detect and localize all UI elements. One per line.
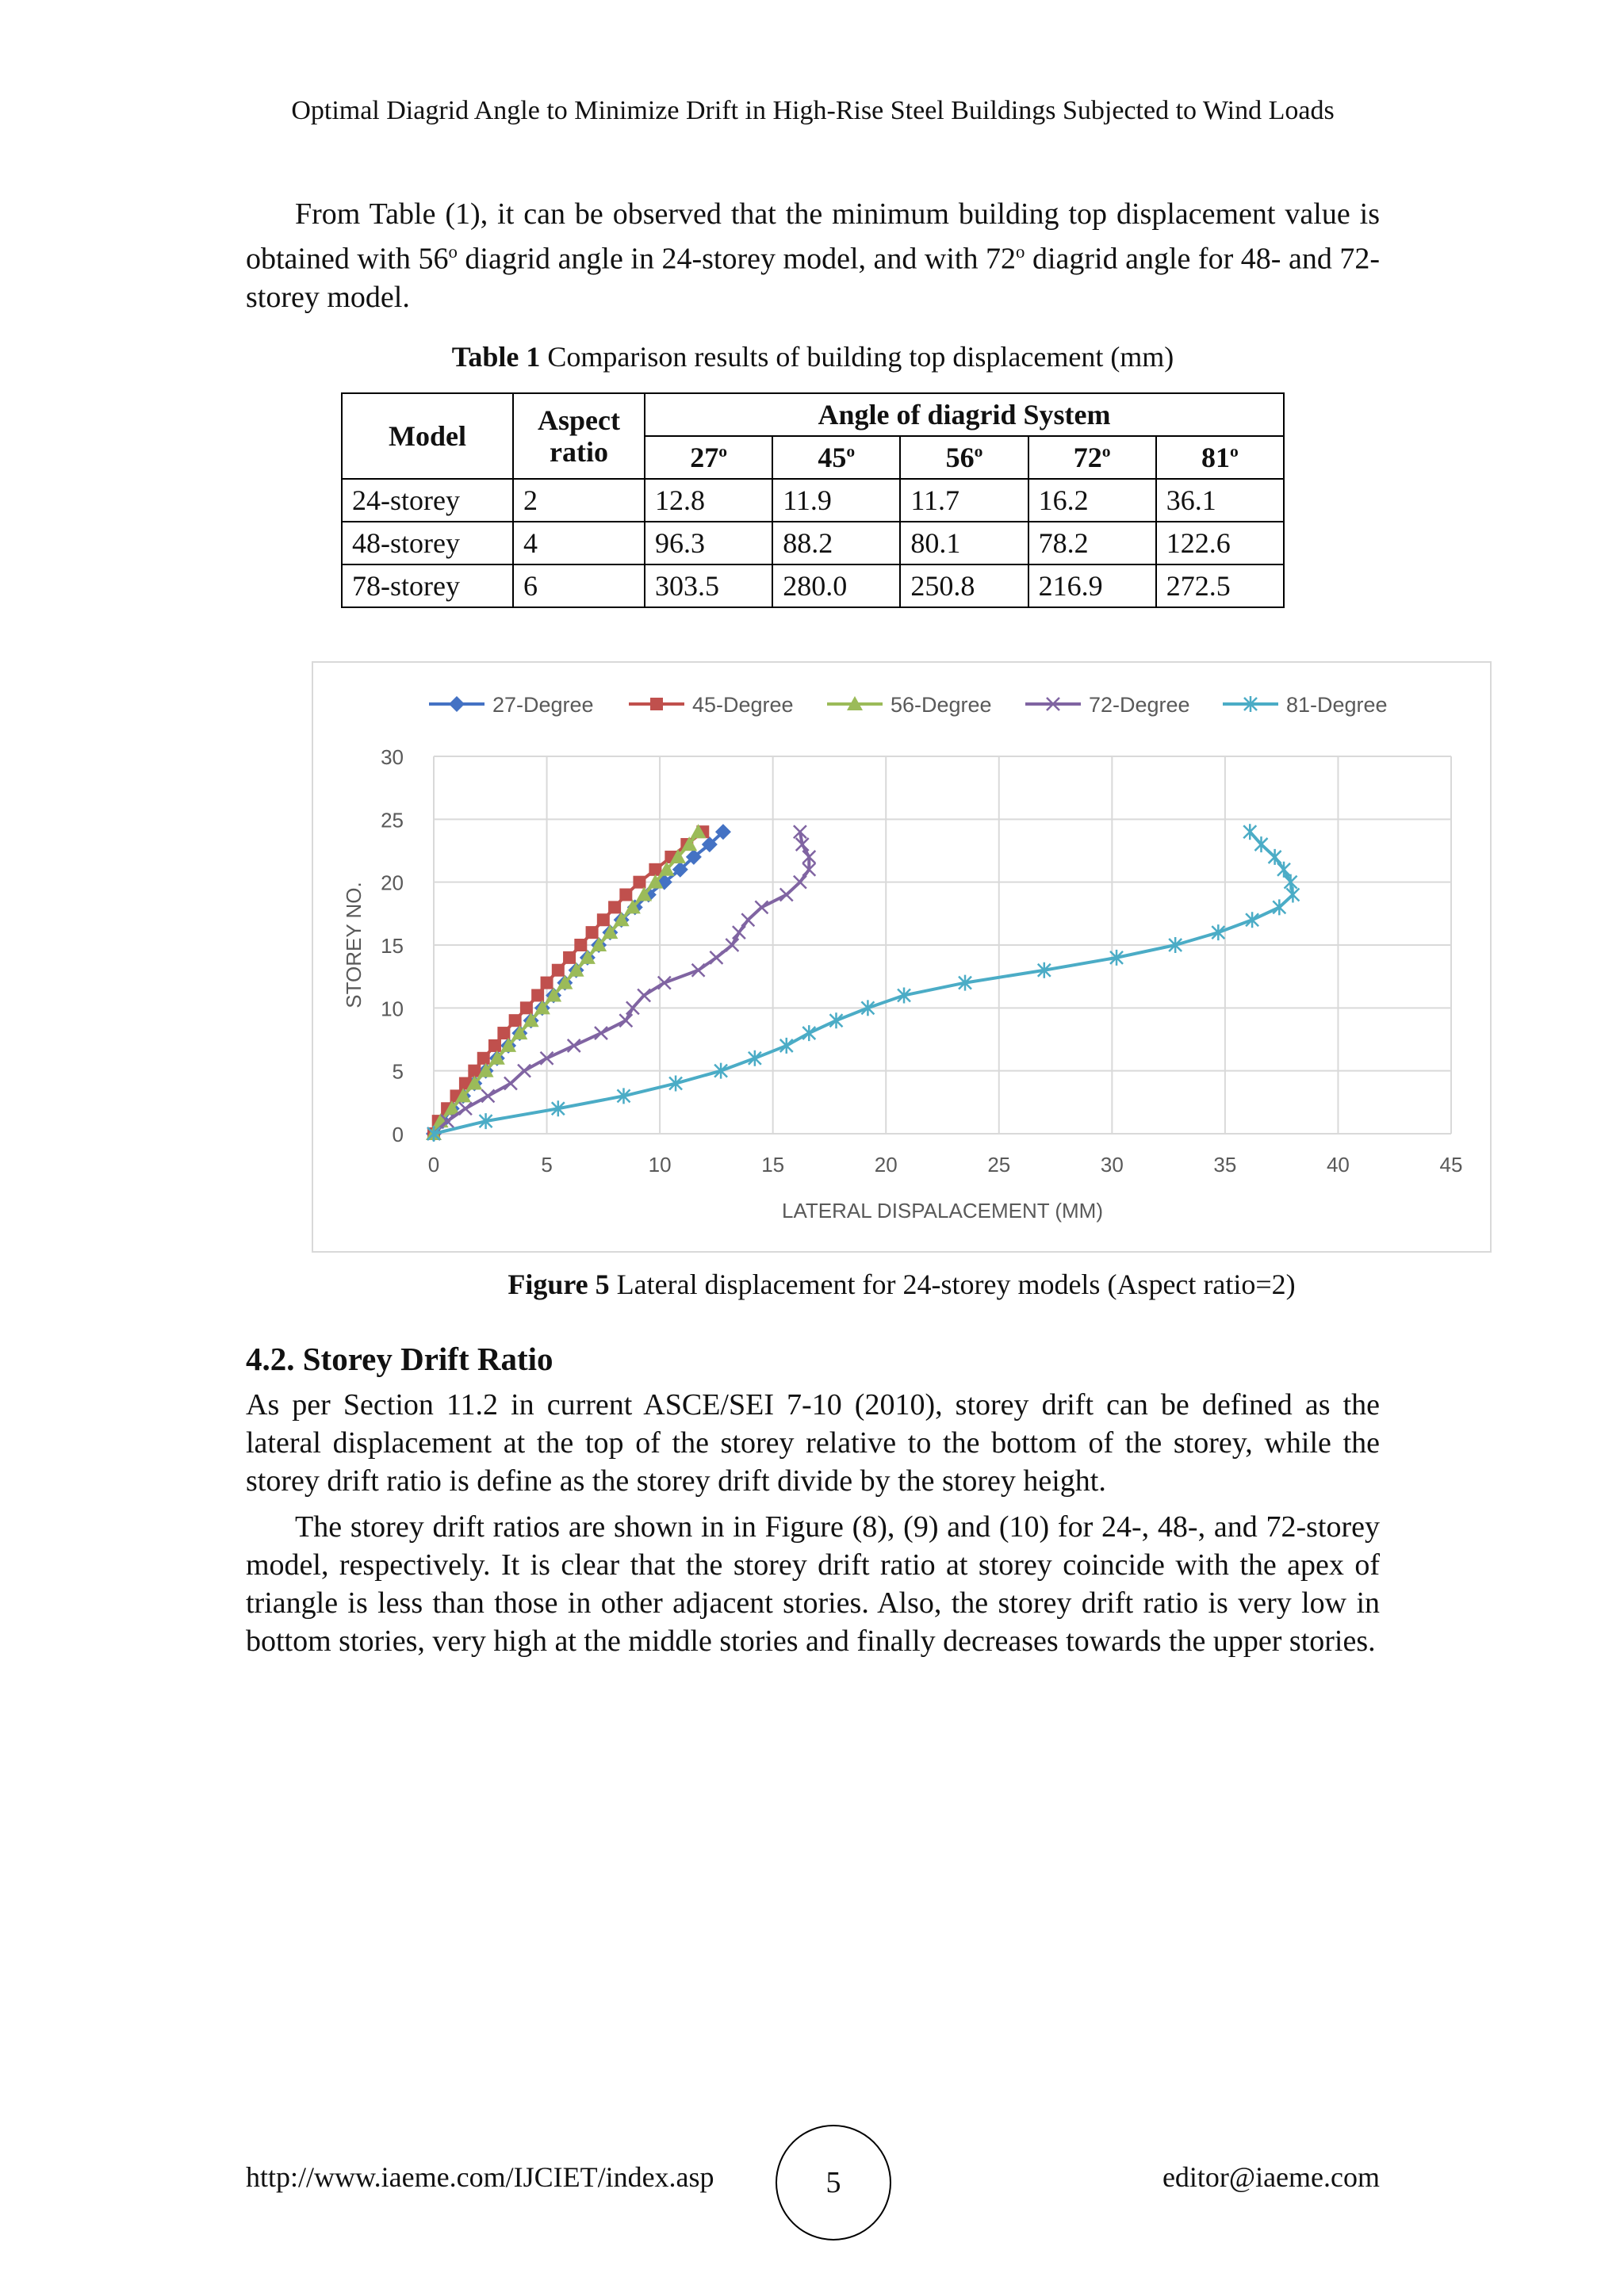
legend-entry: 45-Degree xyxy=(692,693,794,717)
data-point-marker xyxy=(459,1102,472,1115)
table-body xyxy=(342,479,1284,607)
x-tick-label: 25 xyxy=(987,1153,1011,1177)
angle-value: 27 xyxy=(690,442,719,473)
data-point-marker xyxy=(1243,824,1256,840)
cell-model: 24-storey xyxy=(342,479,513,522)
data-point-marker xyxy=(829,1012,842,1028)
x-tick-label: 30 xyxy=(1100,1153,1124,1177)
header-angle-group: Angle of diagrid System xyxy=(645,393,1284,436)
x-tick-label: 0 xyxy=(427,1153,440,1177)
cell-displacement: 122.6 xyxy=(1156,522,1284,564)
header-angle-81 xyxy=(1156,436,1284,479)
footer-email[interactable]: editor@iaeme.com xyxy=(1162,2161,1380,2193)
legend-entry: 56-Degree xyxy=(891,693,992,717)
results-table xyxy=(341,392,1285,608)
degree-superscript: o xyxy=(448,242,458,262)
data-point-marker xyxy=(741,913,754,926)
data-point-marker xyxy=(509,1014,522,1027)
cell-model: 78-storey xyxy=(342,564,513,607)
data-point-marker xyxy=(586,926,599,939)
degree-superscript: o xyxy=(846,442,856,461)
header-angle-56 xyxy=(900,436,1028,479)
running-head-title: Optimal Diagrid Angle to Minimize Drift in High-Rise Steel Buildings Subjected to Wind Loads xyxy=(291,96,1335,125)
data-point-marker xyxy=(755,901,768,913)
cell-displacement: 96.3 xyxy=(645,522,772,564)
cell-displacement: 11.7 xyxy=(900,479,1028,522)
angle-value: 56 xyxy=(945,442,975,473)
data-point-marker xyxy=(1273,899,1285,915)
section-paragraph-1: As per Section 11.2 in current ASCE/SEI 7-10 (2010), storey drift can be defined as the lateral displacement at the top of the storey relative to the bottom of the storey, while the storey drift ratio is define as the storey drift divide by the storey height. xyxy=(246,1388,1380,1498)
intro-text-a: From Table (1), it can be observed that the minimum building top displacement value is obtained with 56 xyxy=(246,197,1380,276)
y-tick-label: 15 xyxy=(381,934,404,958)
data-point-marker xyxy=(619,889,632,901)
y-tick-label: 30 xyxy=(381,745,404,769)
data-point-marker xyxy=(650,698,663,710)
x-tick-label: 45 xyxy=(1439,1153,1463,1177)
degree-superscript: o xyxy=(718,442,727,461)
header-angle-45 xyxy=(772,436,900,479)
cell-displacement: 12.8 xyxy=(645,479,772,522)
figure-caption-text: Lateral displacement for 24-storey models (Aspect ratio=2) xyxy=(616,1269,1296,1300)
degree-superscript: o xyxy=(1101,442,1111,461)
cell-aspect-ratio: 6 xyxy=(513,564,645,607)
header-model: Model xyxy=(342,393,513,479)
data-point-marker xyxy=(802,1025,815,1041)
cell-displacement: 11.9 xyxy=(772,479,900,522)
data-point-marker xyxy=(520,1001,533,1014)
data-point-marker xyxy=(780,889,793,901)
data-point-marker xyxy=(608,901,621,913)
angle-value: 81 xyxy=(1201,442,1230,473)
data-point-marker xyxy=(619,1014,632,1027)
figure-caption-label: Figure 5 xyxy=(508,1269,610,1300)
page-number: 5 xyxy=(776,2125,891,2241)
data-point-marker xyxy=(568,1039,580,1052)
cell-displacement: 280.0 xyxy=(772,564,900,607)
cell-displacement: 216.9 xyxy=(1028,564,1156,607)
cell-displacement: 250.8 xyxy=(900,564,1028,607)
header-angle-72 xyxy=(1028,436,1156,479)
x-tick-label: 35 xyxy=(1213,1153,1237,1177)
data-point-marker xyxy=(552,964,565,977)
cell-aspect-ratio: 4 xyxy=(513,522,645,564)
data-point-marker xyxy=(710,951,722,964)
data-point-marker xyxy=(541,977,553,989)
cell-displacement: 272.5 xyxy=(1156,564,1284,607)
data-point-marker xyxy=(1277,862,1290,878)
x-tick-label: 10 xyxy=(648,1153,672,1177)
data-point-marker xyxy=(1255,836,1268,852)
table-caption-label: Table 1 xyxy=(451,341,541,373)
cell-displacement: 88.2 xyxy=(772,522,900,564)
angle-value: 72 xyxy=(1073,442,1102,473)
data-point-marker xyxy=(780,1038,793,1054)
section-heading: 4.2. Storey Drift Ratio xyxy=(246,1341,553,1377)
data-point-marker xyxy=(477,1052,490,1065)
y-tick-label: 0 xyxy=(392,1123,404,1146)
degree-superscript: o xyxy=(1016,242,1025,262)
data-point-marker xyxy=(497,1027,510,1039)
data-point-marker xyxy=(563,951,576,964)
table-caption-text: Comparison results of building top displacement (mm) xyxy=(547,341,1174,373)
cell-displacement: 36.1 xyxy=(1156,479,1284,522)
intro-text-b: diagrid angle in 24-storey model, and with 72 xyxy=(457,242,1017,276)
data-point-marker xyxy=(733,926,745,939)
x-tick-label: 15 xyxy=(761,1153,785,1177)
y-tick-label: 25 xyxy=(381,808,404,832)
cell-model: 48-storey xyxy=(342,522,513,564)
table-caption xyxy=(341,339,1285,374)
angle-value: 45 xyxy=(818,442,847,473)
intro-paragraph xyxy=(246,195,1380,316)
data-point-marker xyxy=(449,696,465,712)
data-point-marker xyxy=(633,876,645,889)
cell-displacement: 303.5 xyxy=(645,564,772,607)
degree-superscript: o xyxy=(974,442,983,461)
y-tick-label: 10 xyxy=(381,997,404,1021)
chart-svg xyxy=(313,663,1493,1254)
y-tick-label: 20 xyxy=(381,871,404,895)
x-tick-label: 5 xyxy=(541,1153,553,1177)
intro-text-c: diagrid angle for 48- and 72-storey model. xyxy=(246,242,1380,314)
cell-aspect-ratio: 2 xyxy=(513,479,645,522)
table-row xyxy=(342,564,1284,607)
x-tick-label: 20 xyxy=(874,1153,898,1177)
data-point-marker xyxy=(1286,887,1299,903)
table-header-row xyxy=(342,393,1284,436)
data-point-marker xyxy=(481,1089,494,1102)
cell-displacement: 78.2 xyxy=(1028,522,1156,564)
data-point-marker xyxy=(574,939,587,951)
header-aspect-ratio: Aspect ratio xyxy=(513,393,645,479)
legend-entry: 81-Degree xyxy=(1286,693,1388,717)
x-axis-title: LATERAL DISPALACEMENT (MM) xyxy=(782,1199,1103,1223)
data-point-marker xyxy=(504,1077,517,1090)
cell-displacement: 16.2 xyxy=(1028,479,1156,522)
data-point-marker xyxy=(597,913,610,926)
data-point-marker xyxy=(488,1039,501,1052)
data-point-marker xyxy=(1269,849,1281,865)
legend-entry: 72-Degree xyxy=(1089,693,1190,717)
data-point-marker xyxy=(595,1027,607,1039)
header-angle-27 xyxy=(645,436,772,479)
data-point-marker xyxy=(531,989,544,1001)
series-line xyxy=(434,832,809,1134)
legend-entry: 27-Degree xyxy=(492,693,594,717)
footer-url[interactable]: http://www.iaeme.com/IJCIET/index.asp xyxy=(246,2161,714,2193)
y-tick-label: 5 xyxy=(392,1059,404,1084)
y-axis-title: STOREY NO. xyxy=(342,882,366,1008)
degree-superscript: o xyxy=(1229,442,1239,461)
data-point-marker xyxy=(638,989,650,1001)
table-row xyxy=(342,522,1284,564)
figure-caption xyxy=(312,1267,1492,1302)
section-paragraph-2: The storey drift ratios are shown in in Figure (8), (9) and (10) for 24-, 48-, and 72-storey model, respectively. It is clear that the storey drift ratio at storey coincide with the apex of triangle is less than those in other adjacent stories. Also, the storey drift ratio is very low in bottom stories, very high at the middle stories and finally decreases towards the upper stories. xyxy=(246,1510,1380,1658)
lateral-displacement-chart xyxy=(312,661,1492,1253)
cell-displacement: 80.1 xyxy=(900,522,1028,564)
table-row xyxy=(342,479,1284,522)
x-tick-label: 40 xyxy=(1326,1153,1350,1177)
